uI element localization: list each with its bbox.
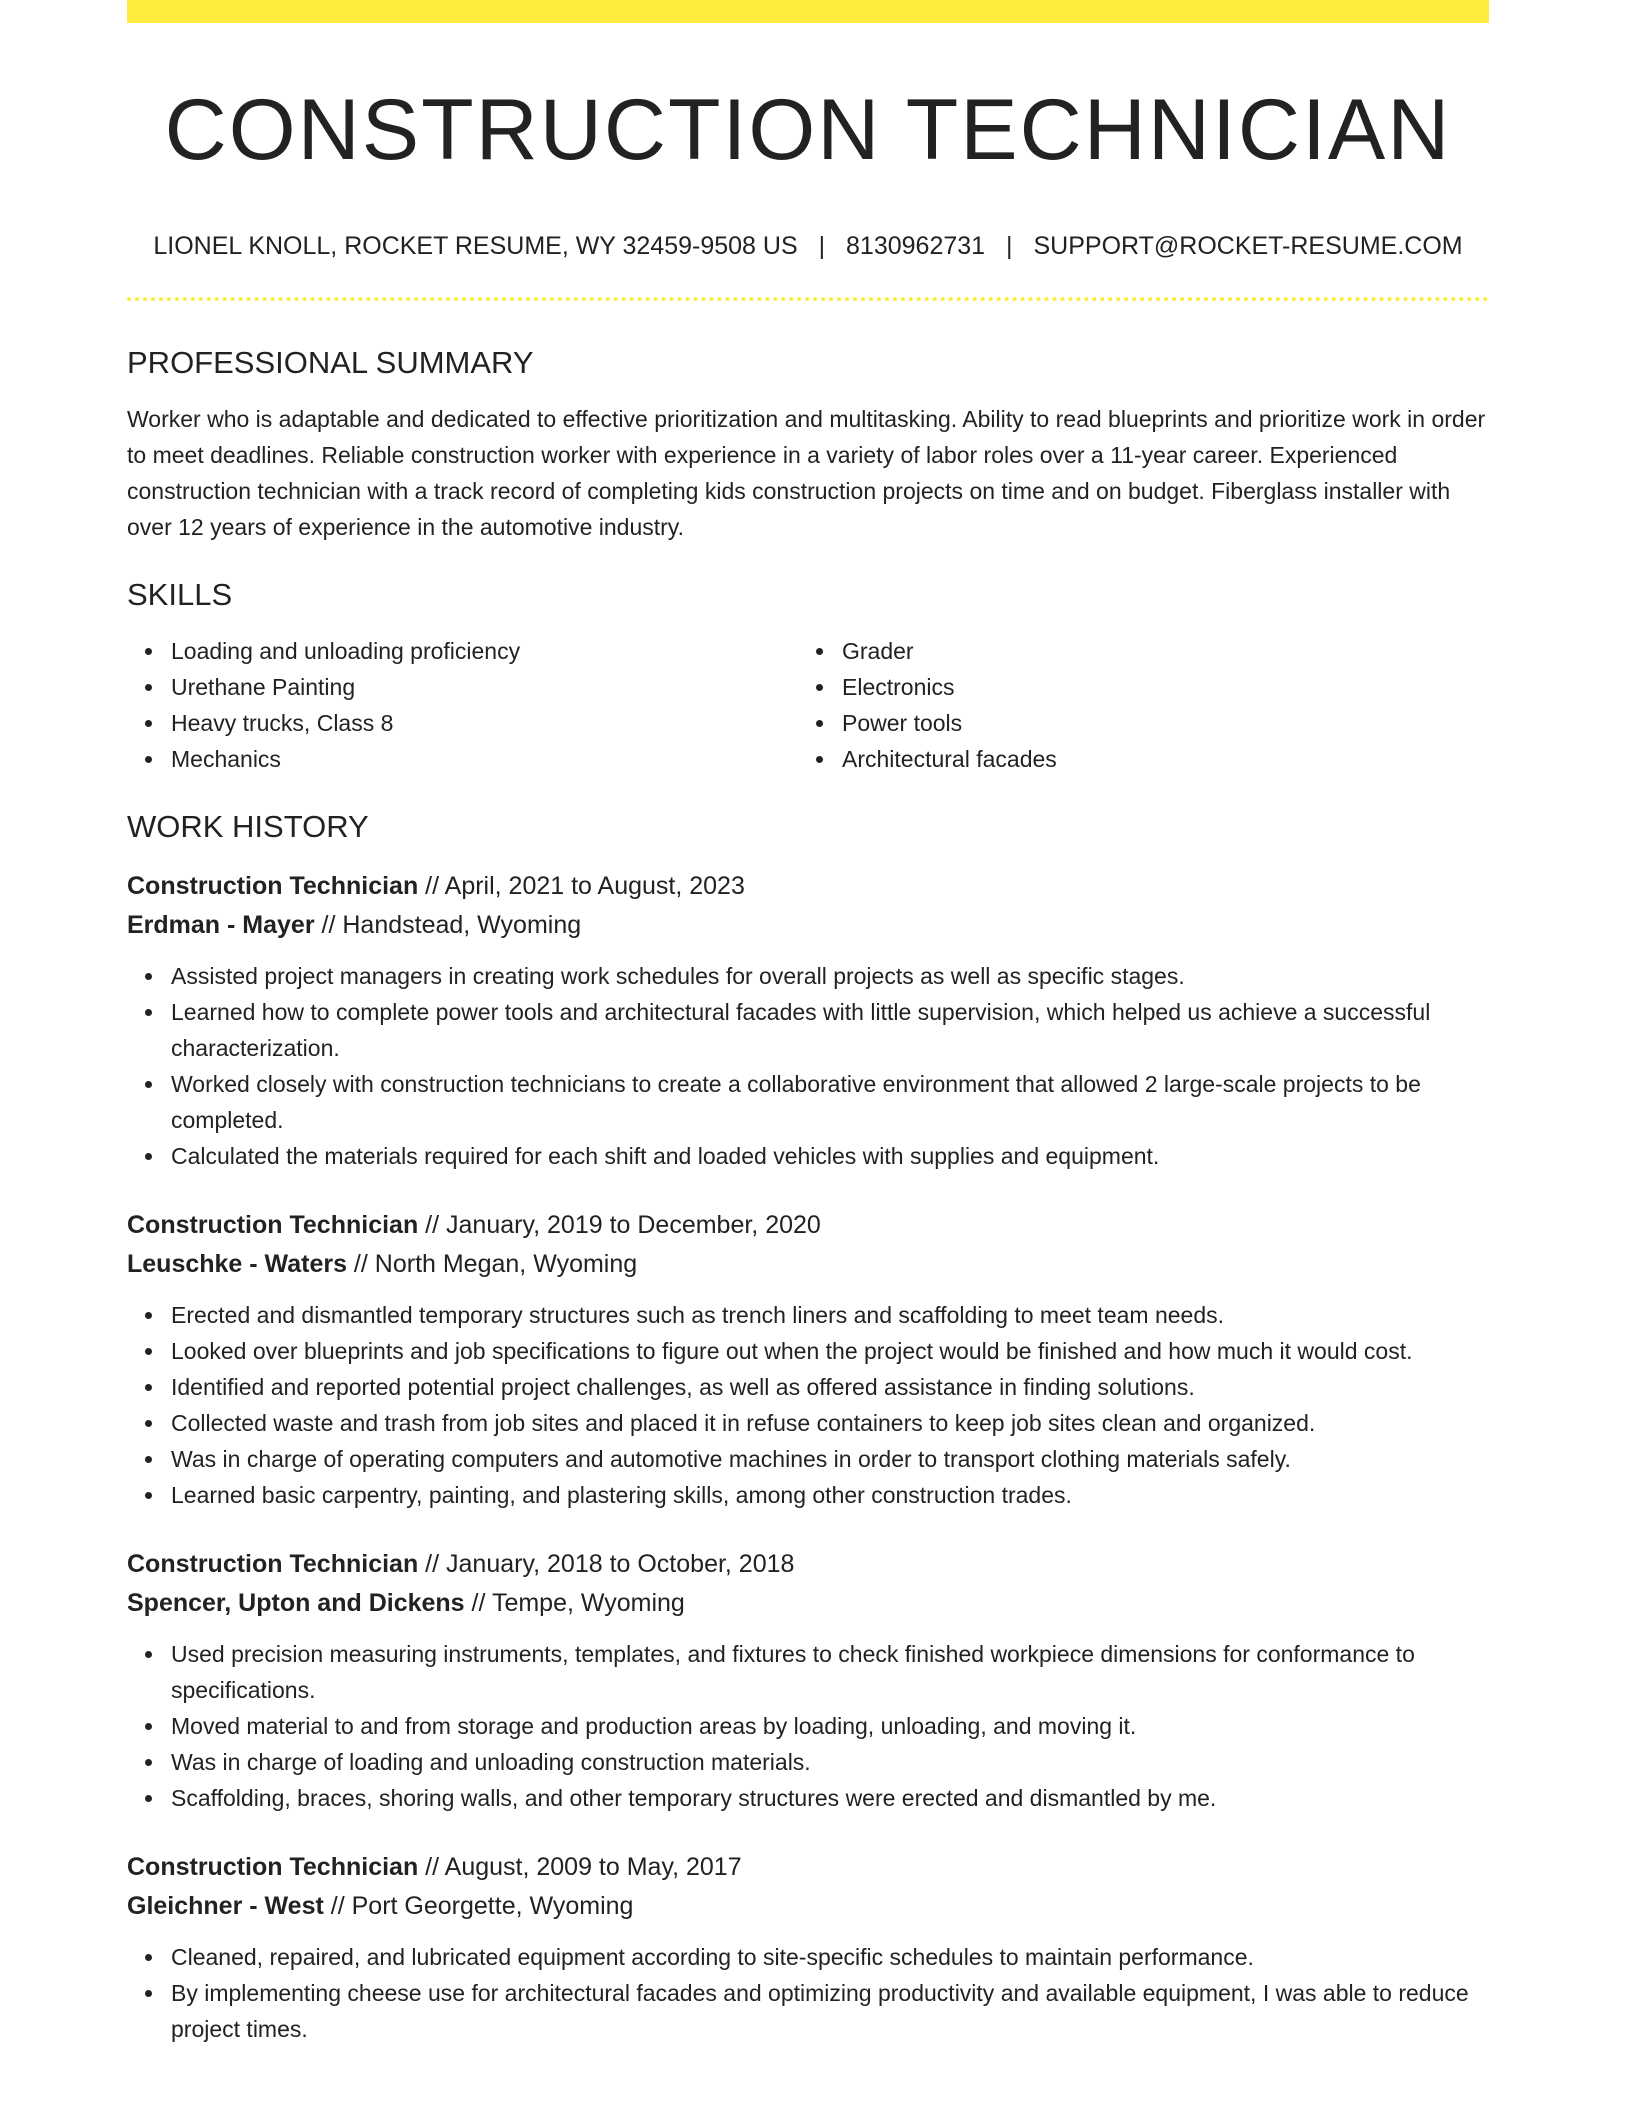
header-divider [127, 297, 1489, 301]
job-title: Construction Technician [127, 1550, 419, 1578]
duty-item: By implementing cheese use for architectural facades and optimizing productivity and available equipment, I was able to reduce project times. [171, 1975, 1489, 2047]
job-dates: January, 2018 to October, 2018 [446, 1550, 795, 1578]
job-separator: // [418, 872, 445, 900]
skill-item: Mechanics [171, 741, 798, 777]
duty-item: Collected waste and trash from job sites and placed it in refuse containers to keep job sites clean and organized. [171, 1405, 1489, 1441]
job-company-line [127, 1887, 1489, 1926]
contact-address: LIONEL KNOLL, ROCKET RESUME, WY 32459-9508 US [153, 232, 798, 260]
duty-item: Looked over blueprints and job specifications to figure out when the project would be finished and how much it would cost. [171, 1333, 1489, 1369]
contact-phone: 8130962731 [846, 232, 986, 260]
job-company: Gleichner - West [127, 1892, 324, 1920]
skills-heading: SKILLS [127, 577, 233, 612]
skill-item: Architectural facades [842, 741, 1469, 777]
skills-grid [127, 633, 1489, 777]
skills-column-right [798, 633, 1469, 777]
job-company-line [127, 906, 1489, 945]
job-company: Erdman - Mayer [127, 911, 315, 939]
job-separator: // [464, 1589, 492, 1617]
contact-separator: | [1006, 232, 1013, 260]
job-title: Construction Technician [127, 1211, 419, 1239]
skill-item: Loading and unloading proficiency [171, 633, 798, 669]
job-company: Leuschke - Waters [127, 1250, 347, 1278]
work-history-heading: WORK HISTORY [127, 809, 369, 844]
resume-content [127, 0, 1489, 2047]
job-dates: August, 2009 to May, 2017 [444, 1853, 742, 1881]
job-company-line [127, 1245, 1489, 1284]
job-dates: April, 2021 to August, 2023 [444, 872, 745, 900]
skills-column-left [127, 633, 798, 777]
duty-item: Moved material to and from storage and production areas by loading, unloading, and moving it. [171, 1708, 1489, 1744]
job-entry [127, 1545, 1489, 1816]
duty-item: Scaffolding, braces, shoring walls, and other temporary structures were erected and dismantled by me. [171, 1780, 1489, 1816]
job-duties [127, 1939, 1489, 2047]
job-separator: // [323, 1892, 352, 1920]
duty-item: Identified and reported potential project challenges, as well as offered assistance in finding solutions. [171, 1369, 1489, 1405]
skill-item: Grader [842, 633, 1469, 669]
job-separator: // [418, 1853, 445, 1881]
summary-text: Worker who is adaptable and dedicated to effective prioritization and multitasking. Ability to read blueprints and prioritize work in order to meet deadlines. Reliable construction worker with experience in a variety of labor roles over a 11-year career. Experienced construction technician with a track record of completing kids construction projects on time and on budget. Fiberglass installer with over 12 years of experience in the automotive industry. [127, 406, 1486, 540]
duty-item: Used precision measuring instruments, templates, and fixtures to check finished workpiece dimensions for conformance to specifications. [171, 1636, 1489, 1708]
contact-email: SUPPORT@ROCKET-RESUME.COM [1033, 232, 1463, 260]
job-location: Tempe, Wyoming [491, 1589, 685, 1617]
duty-item: Worked closely with construction technicians to create a collaborative environment that allowed 2 large-scale projects to be completed. [171, 1066, 1489, 1138]
job-company: Spencer, Upton and Dickens [127, 1589, 465, 1617]
skill-item: Electronics [842, 669, 1469, 705]
job-entry [127, 1206, 1489, 1513]
job-duties [127, 1636, 1489, 1816]
duty-item: Was in charge of loading and unloading construction materials. [171, 1744, 1489, 1780]
job-dates: January, 2019 to December, 2020 [446, 1211, 821, 1239]
duty-item: Erected and dismantled temporary structures such as trench liners and scaffolding to meet team needs. [171, 1297, 1489, 1333]
contact-line [127, 230, 1489, 262]
job-location: North Megan, Wyoming [374, 1250, 638, 1278]
job-separator: // [346, 1250, 375, 1278]
skill-item: Urethane Painting [171, 669, 798, 705]
job-duties [127, 1297, 1489, 1513]
job-separator: // [314, 911, 343, 939]
duty-item: Learned how to complete power tools and architectural facades with little supervision, which helped us achieve a successful characterization. [171, 994, 1489, 1066]
skill-item: Power tools [842, 705, 1469, 741]
duty-item: Calculated the materials required for each shift and loaded vehicles with supplies and equipment. [171, 1138, 1489, 1174]
job-title-line [127, 867, 1489, 906]
job-separator: // [418, 1211, 447, 1239]
skill-item: Heavy trucks, Class 8 [171, 705, 798, 741]
job-entry [127, 867, 1489, 1174]
duty-item: Was in charge of operating computers and automotive machines in order to transport clothing materials safely. [171, 1441, 1489, 1477]
resume-title: CONSTRUCTION TECHNICIAN [164, 82, 1452, 178]
job-location: Handstead, Wyoming [342, 911, 582, 939]
job-location: Port Georgette, Wyoming [351, 1892, 634, 1920]
duty-item: Learned basic carpentry, painting, and plastering skills, among other construction trades. [171, 1477, 1489, 1513]
job-title-line [127, 1545, 1489, 1584]
job-title: Construction Technician [127, 1853, 419, 1881]
job-duties [127, 958, 1489, 1174]
job-entry [127, 1848, 1489, 2047]
summary-heading: PROFESSIONAL SUMMARY [127, 345, 534, 380]
job-company-line [127, 1584, 1489, 1623]
duty-item: Cleaned, repaired, and lubricated equipment according to site-specific schedules to maintain performance. [171, 1939, 1489, 1975]
contact-separator: | [818, 232, 826, 260]
job-title-line [127, 1848, 1489, 1887]
job-title: Construction Technician [127, 872, 419, 900]
job-title-line [127, 1206, 1489, 1245]
duty-item: Assisted project managers in creating work schedules for overall projects as well as specific stages. [171, 958, 1489, 994]
job-separator: // [418, 1550, 447, 1578]
